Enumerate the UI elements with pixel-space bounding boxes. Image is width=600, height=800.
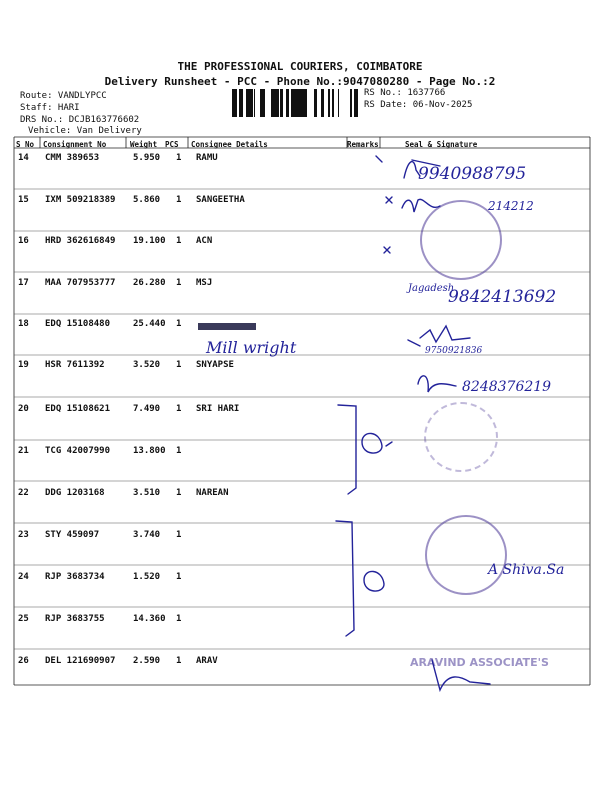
- handwritten-phone-15: 214212: [488, 199, 534, 213]
- cross-mark-15: [386, 197, 392, 203]
- row-consignment: EDQ 15108480: [45, 319, 111, 329]
- row-weight: 3.520: [133, 360, 161, 370]
- row-sno: 15: [18, 195, 29, 205]
- row-sno: 22: [18, 488, 29, 498]
- row-weight: 1.520: [133, 572, 161, 582]
- row-pcs: 1: [176, 278, 182, 288]
- row-consignee: SRI HARI: [196, 404, 240, 414]
- row-weight: 5.950: [133, 153, 161, 163]
- signature-stroke-19: [418, 376, 456, 392]
- row-consignment: HSR 7611392: [45, 360, 105, 370]
- row-sno: 26: [18, 656, 29, 666]
- drs-number: DRS No.: DCJB163776602: [20, 115, 140, 125]
- row-consignment: DDG 1203168: [45, 488, 105, 498]
- col-header-pcs: PCS: [165, 140, 179, 149]
- row-pcs: 1: [176, 572, 182, 582]
- row-sno: 20: [18, 404, 29, 414]
- tick-mark-14: [376, 156, 382, 162]
- bracket-stroke-23: [336, 521, 354, 636]
- row-consignee: NAREAN: [196, 488, 229, 498]
- row-pcs: 1: [176, 656, 182, 666]
- row-consignee: ACN: [196, 236, 213, 246]
- rs-date: RS Date: 06-Nov-2025: [364, 100, 473, 110]
- row-pcs: 1: [176, 319, 182, 329]
- row-weight: 2.590: [133, 656, 161, 666]
- signature-stroke-14: [404, 160, 440, 178]
- col-header-consignment: Consignment No: [43, 140, 107, 149]
- row-consignee: SNYAPSE: [196, 360, 234, 370]
- row-weight: 3.740: [133, 530, 161, 540]
- row-sno: 18: [18, 319, 29, 329]
- handwritten-phone-14: 9940988795: [418, 164, 527, 184]
- company-title: THE PROFESSIONAL COURIERS, COIMBATORE: [177, 60, 423, 73]
- col-header-weight: Weight: [130, 140, 158, 149]
- row-pcs: 1: [176, 236, 182, 246]
- staff-label: Staff: HARI: [20, 103, 80, 113]
- row-sno: 14: [18, 153, 29, 163]
- row-weight: 14.360: [133, 614, 166, 624]
- row-consignment: HRD 362616849: [45, 236, 116, 246]
- handwritten-phone-17: 9842413692: [448, 287, 557, 307]
- row-consignment: IXM 509218389: [45, 195, 116, 205]
- row-pcs: 1: [176, 404, 182, 414]
- row-consignment: TCG 42007990: [45, 446, 111, 456]
- bracket-stroke-20: [338, 405, 356, 494]
- row-weight: 13.800: [133, 446, 166, 456]
- handwritten-consignee-18: Mill wright: [206, 338, 297, 357]
- stamp-text-26: ARAVIND ASSOCIATE'S: [410, 656, 549, 669]
- row-weight: 7.490: [133, 404, 161, 414]
- row-consignee: ARAV: [196, 656, 218, 666]
- row-pcs: 1: [176, 153, 182, 163]
- row-consignment: EDQ 15108621: [45, 404, 111, 414]
- col-header-remarks: Remarks: [347, 140, 379, 149]
- signature-stroke-26: [432, 660, 490, 690]
- cross-mark-16: [384, 247, 390, 253]
- row-weight: 26.280: [133, 278, 166, 288]
- route-label: Route: VANDLYPCC: [20, 91, 107, 101]
- row-weight: 3.510: [133, 488, 161, 498]
- vehicle-label: Vehicle: Van Delivery: [28, 126, 142, 136]
- col-header-seal-signature: Seal & Signature: [405, 140, 478, 149]
- circle-mark-24: [364, 571, 384, 591]
- handwritten-phone-19: 8248376219: [462, 379, 552, 395]
- row-sno: 19: [18, 360, 29, 370]
- row-pcs: 1: [176, 195, 182, 205]
- handwritten-phone-18: 9750921836: [425, 346, 483, 356]
- circle-mark-21: [362, 433, 382, 453]
- row-consignee: MSJ: [196, 278, 213, 288]
- row-sno: 21: [18, 446, 29, 456]
- row-sno: 17: [18, 278, 29, 288]
- row-pcs: 1: [176, 360, 182, 370]
- bracket-tick-21: [386, 442, 392, 446]
- dash-mark-18: [408, 340, 420, 346]
- row-weight: 19.100: [133, 236, 166, 246]
- row-consignee: SANGEETHA: [196, 195, 245, 205]
- row-weight: 25.440: [133, 319, 166, 329]
- signature-stroke-15: [402, 199, 440, 212]
- row-sno: 16: [18, 236, 29, 246]
- runsheet-subtitle: Delivery Runsheet - PCC - Phone No.:9047080280 - Page No.:2: [104, 75, 496, 88]
- row-consignment: RJP 3683755: [45, 614, 105, 624]
- row-consignee: RAMU: [196, 153, 218, 163]
- col-header-consignee: Consignee Details: [191, 140, 268, 149]
- row-consignment: CMM 389653: [45, 153, 100, 163]
- row-consignment: STY 459097: [45, 530, 100, 540]
- rs-number: RS No.: 1637766: [364, 88, 446, 98]
- col-header-sno: S No: [16, 140, 35, 149]
- row-pcs: 1: [176, 488, 182, 498]
- row-pcs: 1: [176, 446, 182, 456]
- row-consignment: RJP 3683734: [45, 572, 105, 582]
- handwritten-name-17: Jagadesh: [408, 283, 455, 294]
- row-consignment: MAA 707953777: [45, 278, 116, 288]
- signature-stroke-18: [420, 326, 470, 342]
- row-pcs: 1: [176, 530, 182, 540]
- row-weight: 5.860: [133, 195, 161, 205]
- row-sno: 25: [18, 614, 29, 624]
- row-pcs: 1: [176, 614, 182, 624]
- row-consignment: DEL 121690907: [45, 656, 116, 666]
- row-sno: 23: [18, 530, 29, 540]
- handwritten-signature-23: A Shiva.Sa: [488, 562, 565, 578]
- row-sno: 24: [18, 572, 29, 582]
